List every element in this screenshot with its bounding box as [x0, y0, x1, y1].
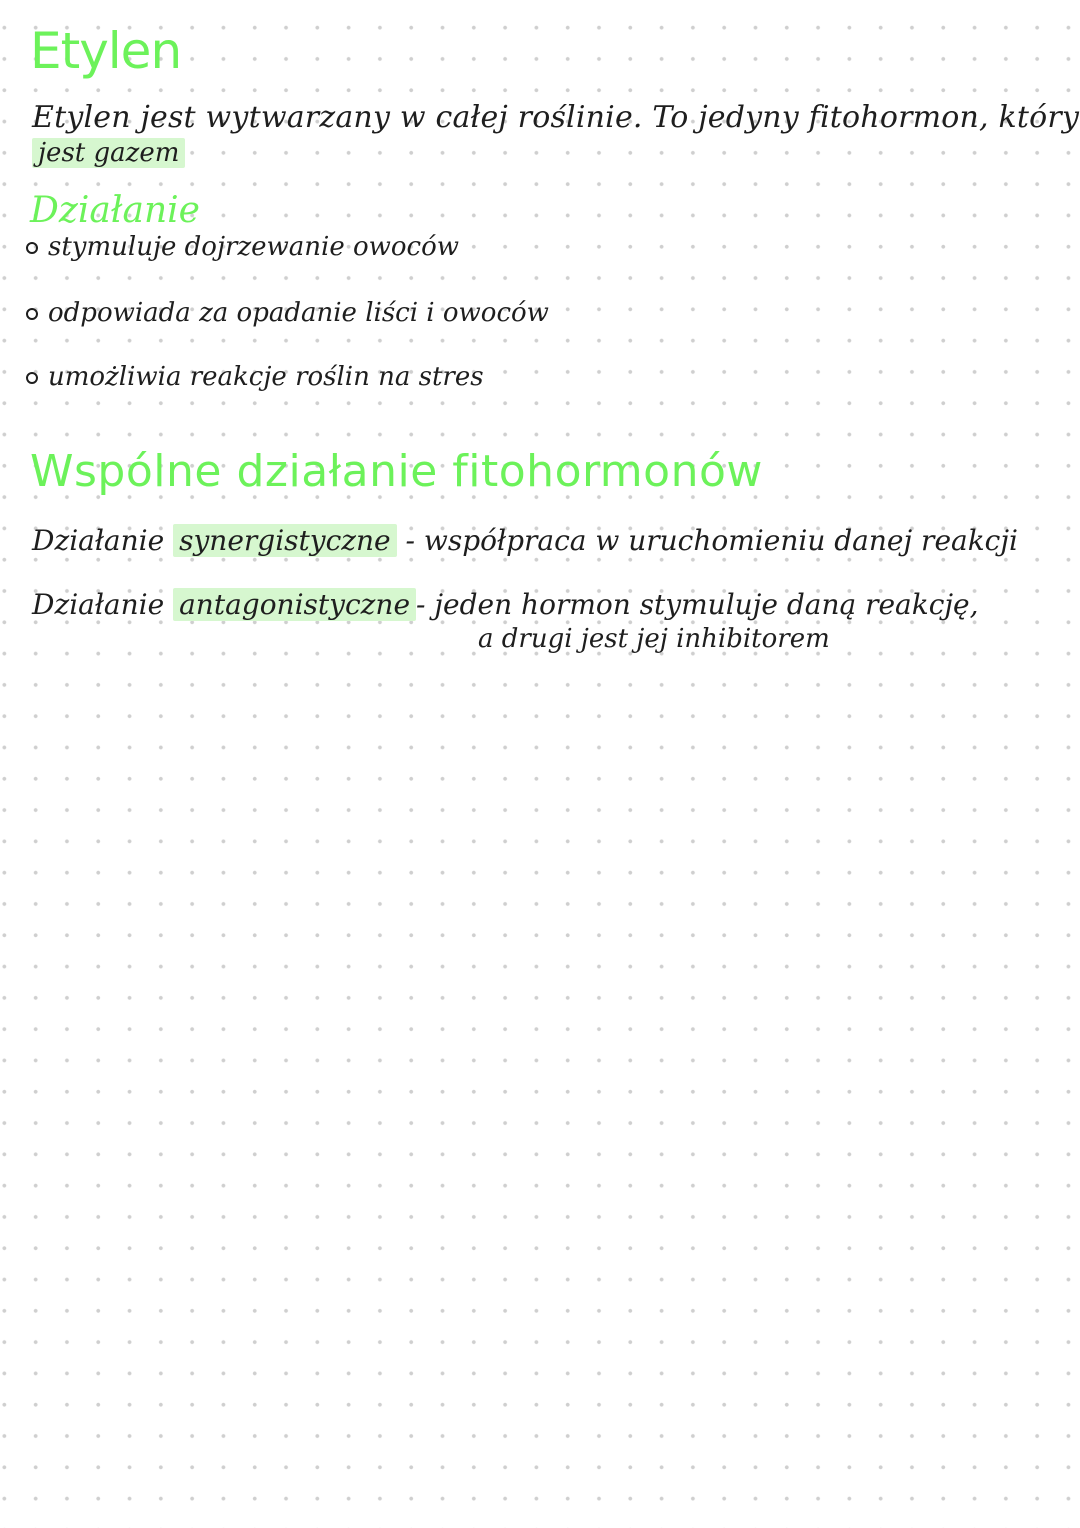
- antagonistic-prefix: Działanie: [32, 588, 165, 621]
- intro-text: Etylen jest wytwarzany w całej roślinie. To jedyny fitohormon, który: [32, 100, 1080, 135]
- synergistic-definition: [32, 524, 1018, 557]
- bullet-dot-icon: [26, 242, 38, 254]
- bullet-dot-icon: [26, 372, 38, 384]
- bullet-item: [26, 298, 549, 328]
- section2-title: Wspólne działanie fitohormonów: [30, 446, 763, 497]
- synergistic-term: synergistyczne: [173, 524, 397, 557]
- synergistic-text: - współpraca w uruchomieniu danej reakcji: [405, 524, 1018, 557]
- bullet-text: umożliwia reakcje roślin na stres: [48, 362, 484, 392]
- bullet-text: odpowiada za opadanie liści i owoców: [48, 298, 549, 328]
- title-etylen: Etylen: [30, 22, 182, 80]
- bullet-text: stymuluje dojrzewanie owoców: [48, 232, 460, 262]
- antagonistic-text-cont: a drugi jest jej inhibitorem: [478, 624, 830, 654]
- antagonistic-definition: [32, 588, 979, 621]
- intro-text-highlight: [32, 138, 185, 168]
- synergistic-prefix: Działanie: [32, 524, 165, 557]
- highlight-gas: jest gazem: [32, 138, 185, 168]
- bullet-item: [26, 362, 484, 392]
- bullet-item: [26, 232, 459, 262]
- antagonistic-term: antagonistyczne: [173, 588, 416, 621]
- bullet-dot-icon: [26, 308, 38, 320]
- antagonistic-text: - jeden hormon stymuluje daną reakcję,: [416, 588, 979, 621]
- action-heading: Działanie: [30, 190, 200, 231]
